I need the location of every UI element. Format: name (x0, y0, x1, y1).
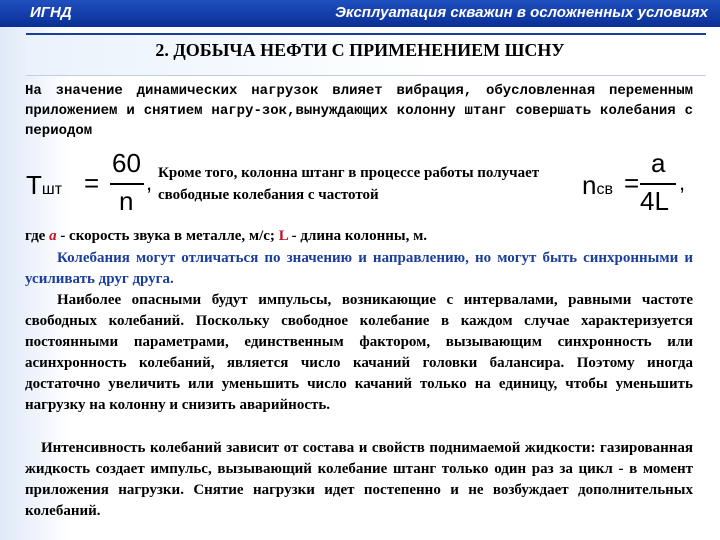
intro-paragraph: На значение динамических нагрузок влияет вибрация, обусловленная переменным приложением и снятием нагру-зок,вынуждающих колонну штанг совершать колебания с периодом (25, 83, 693, 139)
where-suffix: - длина колонны, м. (287, 228, 428, 244)
formula-period-subscript: шт (41, 181, 63, 198)
formula-frequency-comma: , (679, 170, 686, 195)
where-line (25, 226, 693, 247)
formula-period-fraction-bar (110, 183, 144, 185)
where-middle: - скорость звука в металле, м/с; (56, 228, 279, 244)
formula-period-equals: = (84, 168, 100, 198)
title-divider (26, 33, 706, 35)
header-right-label: Эксплуатация скважин в осложненных условиях (335, 4, 708, 21)
formula-frequency-subscript: св (596, 181, 613, 198)
danger-paragraph: Наиболее опасными будут импульсы, возникающие с интервалами, равными частоте свободных колебаний. Поскольку свободное колебание в каждом случае характеризуется постоянными параметрами, единственным фактором, вызывающим синхронность или асинхронность колебаний, является число качаний головки балансира. Поэтому иногда достаточно увеличить или уменьшить число качаний только на единицу, чтобы уменьшить нагрузку на колонну и снизить аварийность. (25, 292, 693, 413)
header-bar (0, 0, 720, 27)
header-left-label: ИГНД (30, 4, 72, 21)
formula-frequency-denominator: 4L (640, 186, 669, 216)
formula-period-denominator: n (119, 186, 134, 216)
intensity-paragraph: Интенсивность колебаний зависит от состава и свойств поднимаемой жидкости: газированная жидкость создает импульс, вызывающий колебание штанг только один раз за цикл - в момент приложения нагрузки. Снятие нагрузки идет постепенно и не возбуждает дополнительных колебаний. (25, 440, 693, 519)
formula-period-comma: , (146, 170, 153, 195)
formula-frequency-symbol: nсв (582, 170, 613, 200)
where-variable-a: a (49, 228, 57, 244)
where-variable-L: L (278, 228, 288, 244)
formula-period-symbol: Tшт (26, 170, 63, 200)
free-oscillation-text: Кроме того, колонна штанг в процессе работы получает свободные колебания с частотой (158, 165, 540, 203)
formula-frequency-numerator: a (651, 148, 666, 178)
synchrony-paragraph: Колебания могут отличаться по значению и направлению, но могут быть синхронными и усиливать друг друга. (25, 250, 693, 287)
formula-period (26, 148, 166, 220)
where-prefix: где (25, 228, 50, 244)
formula-frequency-equals: = (624, 168, 640, 198)
page-title: 2. ДОБЫЧА НЕФТИ С ПРИМЕНЕНИЕМ ШСНУ (155, 40, 565, 60)
formula-frequency (576, 148, 696, 220)
formula-period-numerator: 60 (112, 148, 141, 178)
formula-frequency-fraction-bar (640, 183, 676, 185)
